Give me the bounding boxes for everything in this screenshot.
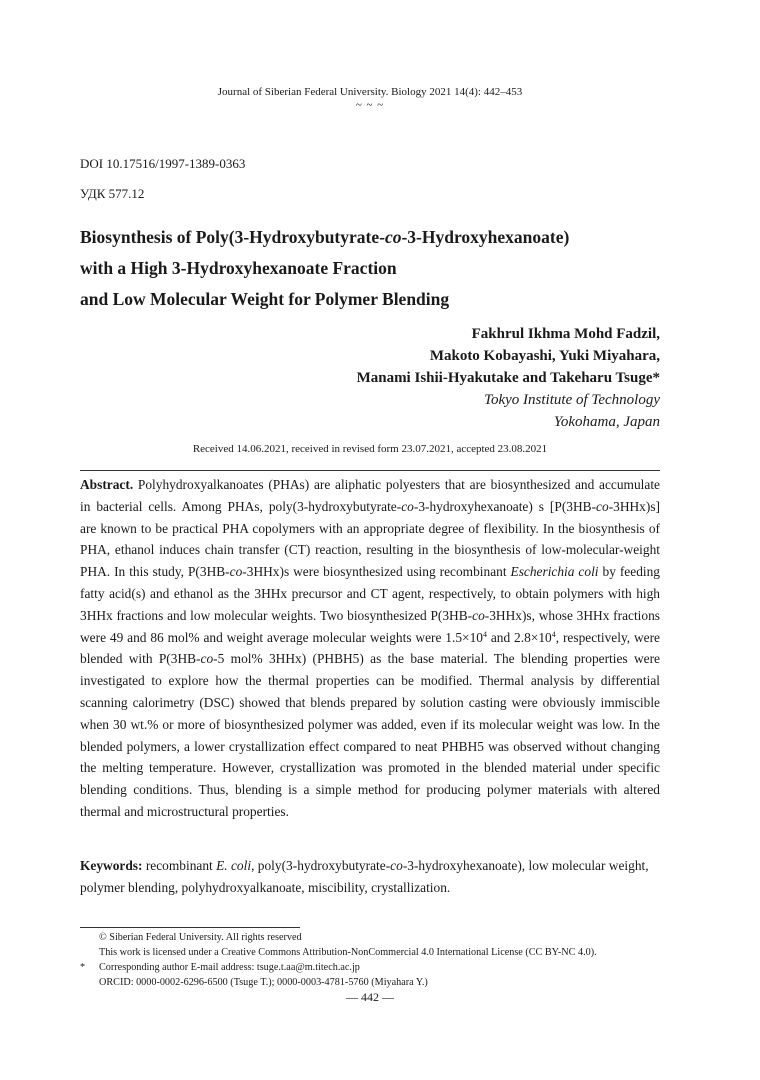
title-line-1: Biosynthesis of Poly(3-Hydroxybutyrate-co-3-Hydroxyhexanoate): [80, 227, 570, 247]
received-dates: Received 14.06.2021, received in revised form 23.07.2021, accepted 23.08.2021: [192, 443, 548, 455]
udk-code: УДК 577.12: [80, 186, 145, 201]
header-separator: ~ ~ ~: [355, 99, 385, 111]
affiliation-location: Yokohama, Japan: [553, 414, 660, 430]
abstract-label: Abstract.: [80, 477, 134, 492]
title-line-2: with a High 3-Hydroxyhexanoate Fraction: [80, 258, 397, 278]
footnote-license: This work is licensed under a Creative Commons Attribution-NonCommercial 4.0 International License (CC BY-NC 4.0).: [99, 947, 597, 958]
footnote-copyright: © Siberian Federal University. All rights reserved: [99, 932, 302, 943]
paper-title: [80, 222, 680, 315]
journal-header: Journal of Siberian Federal University. Biology 2021 14(4): 442–453: [217, 86, 523, 98]
abstract-divider: [80, 470, 660, 471]
footnotes: [80, 930, 680, 990]
abstract: Abstract. Polyhydroxyalkanoates (PHAs) are aliphatic polyesters that are biosynthesized and accumulate in bacterial cells. Among PHAs, poly(3-hydroxybutyrate-co-3-hydroxyhexanoate) s [P(3HB-co-3HHx)s] are known to be practical PHA copolymers with an appropriate degree of flexibility. In the biosynthesis of PHA, ethanol induces chain transfer (CT) reaction, resulting in the biosynthesis of low-molecular-weight PHA. In this study, P(3HB-co-3HHx)s were biosynthesized using recombinant Escherichia coli by feeding fatty acid(s) and ethanol as the 3HHx precursor and CT agent, respectively, to obtain polymers with high 3HHx fractions and low molecular weights. Two biosynthesized P(3HB-co-3HHx)s, whose 3HHx fractions were 49 and 86 mol% and weight average molecular weights were $1.5\times 10^4$ and $2.8\times 10^4$, respectively, were blended with P(3HB-co-5 mol% 3HHx) (PHBH5) as the base material. The blending properties were investigated to explore how the thermal properties can be modified. Thermal analysis by differential scanning calorimetry (DSC) showed that blends prepared by solution casting were obviously immiscible when 30 wt.% or more of biosynthesized polymer was added, even if its molecular weight was low. In the blended polymers, a lower crystallization effect compared to neat PHBH5 was observed without changing the melting temperature. However, crystallization was promoted in the blended material under specific blending conditions. Thus, blending is a simple method for producing polymer materials with altered thermal and microstructural properties.: [80, 477, 661, 819]
page-number: — 442 —: [346, 990, 394, 1004]
authors-line-3: Manami Ishii-Hyakutake and Takeharu Tsuge*: [356, 370, 660, 386]
authors-line-1: Fakhrul Ikhma Mohd Fadzil,: [471, 326, 660, 342]
authors-block: [357, 323, 660, 433]
keywords-label: Keywords:: [80, 858, 143, 873]
footnote-star: *: [80, 962, 86, 973]
keywords: Keywords: recombinant E. coli, poly(3-hydroxybutyrate-co-3-hydroxyhexanoate), low molecular weight, polymer blending, polyhydroxyalkanoate, miscibility, crystallization.: [80, 858, 649, 895]
footnote-corresponding: * Corresponding author E-mail address: tsuge.t.aa@m.titech.ac.jp: [80, 962, 360, 973]
title-line-3: and Low Molecular Weight for Polymer Blending: [80, 289, 450, 309]
footnote-divider: [80, 927, 300, 928]
affiliation-institute: Tokyo Institute of Technology: [484, 392, 660, 408]
footnote-orcid: ORCID: 0000-0002-6296-6500 (Tsuge T.); 0000-0003-4781-5760 (Miyahara Y.): [99, 977, 428, 988]
doi: DOI 10.17516/1997-1389-0363: [80, 156, 246, 171]
authors-line-2: Makoto Kobayashi, Yuki Miyahara,: [429, 348, 660, 364]
